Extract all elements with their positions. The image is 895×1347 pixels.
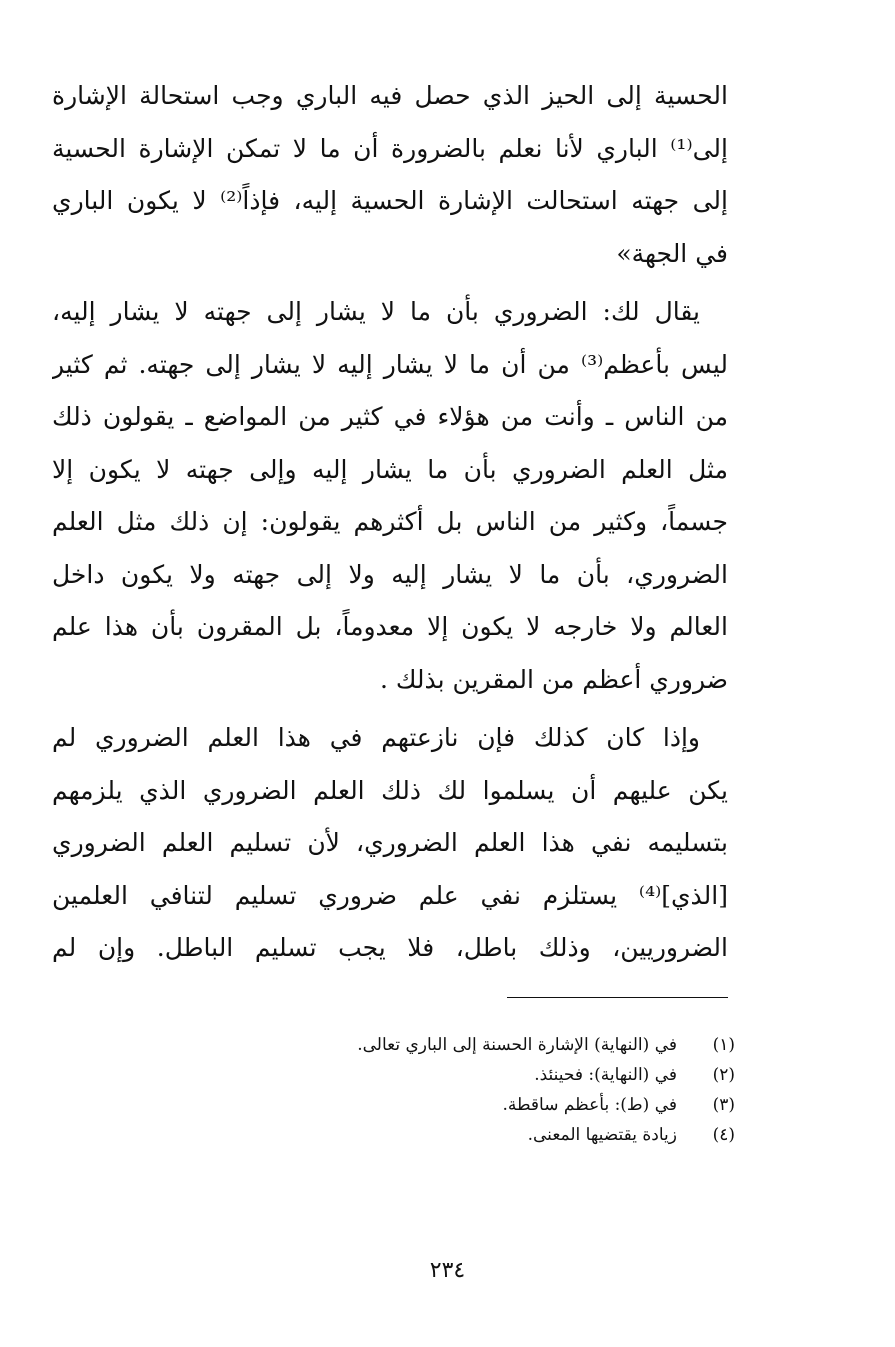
text-line: يقال لك: الضروري بأن ما لا يشار إلى جهته لا يشار إليه، — [52, 297, 700, 326]
paragraph — [52, 286, 728, 706]
text-line: الضروري، بأن ما لا يشار إليه ولا إلى جهته ولا يكون داخل — [52, 559, 728, 589]
footnote — [175, 1090, 735, 1120]
footnote — [175, 1030, 735, 1060]
page-number: ٢٣٤ — [429, 1258, 466, 1283]
footnote-text: في (النهاية) الإشارة الحسنة إلى الباري تعالى. — [357, 1035, 677, 1055]
footnote — [175, 1060, 735, 1090]
text-line: يكن عليهم أن يسلموا لك ذلك العلم الضروري الذي يلزمهم — [52, 775, 728, 805]
paragraph — [52, 712, 728, 975]
footnote-separator — [507, 997, 728, 998]
paragraph — [52, 70, 728, 280]
text-line: من الناس ـ وأنت من هؤلاء في كثير من المواضع ـ يقولون ذلك — [52, 402, 728, 431]
main-text — [52, 70, 728, 975]
footnote-number: (٣) — [712, 1095, 735, 1115]
footnote-text: زيادة يقتضيها المعنى. — [527, 1125, 677, 1145]
text-line: ضروري أعظم من المقرين بذلك . — [379, 664, 728, 694]
text-line: العالم ولا خارجه لا يكون إلا معدوماً، بل المقرون بأن هذا علم — [52, 612, 728, 641]
footnote-text: في (النهاية): فحينئذ. — [534, 1065, 677, 1085]
footnote-number: (٢) — [712, 1065, 735, 1085]
text-line: الضروريين، وذلك باطل، فلا يجب تسليم الباطل. وإن لم — [52, 933, 728, 962]
text-line: إلى جهته استحالت الإشارة الحسية إليه، فإذاً⁽²⁾ لا يكون الباري — [52, 186, 728, 215]
text-line: مثل العلم الضروري بأن ما يشار إليه وإلى جهته لا يكون إلا — [52, 454, 728, 484]
footnote-text: في (ط): بأعظم ساقطة. — [502, 1095, 677, 1115]
footnotes — [175, 1030, 735, 1150]
footnote-number: (٤) — [712, 1125, 735, 1145]
text-line: وإذا كان كذلك فإن نازعتهم في هذا العلم الضروري لم — [52, 723, 700, 752]
footnote — [175, 1120, 735, 1150]
text-line: بتسليمه نفي هذا العلم الضروري، لأن تسليم العلم الضروري — [52, 828, 728, 857]
text-line: الحسية إلى الحيز الذي حصل فيه الباري وجب استحالة الإشارة — [52, 81, 728, 110]
text-line: ليس بأعظم⁽³⁾ من أن ما لا يشار إليه لا يشار إلى جهته. ثم كثير — [52, 349, 728, 379]
text-line: إلى⁽¹⁾ الباري لأنا نعلم بالضرورة أن ما لا تمكن الإشارة الحسية — [52, 133, 728, 163]
text-line: جسماً، وكثير من الناس بل أكثرهم يقولون: إن ذلك مثل العلم — [52, 507, 728, 536]
text-line: في الجهة» — [616, 238, 728, 268]
footnote-number: (١) — [712, 1035, 735, 1055]
text-line: [الذي]⁽⁴⁾ يستلزم نفي علم ضروري تسليم لتنافي العلمين — [52, 880, 728, 910]
